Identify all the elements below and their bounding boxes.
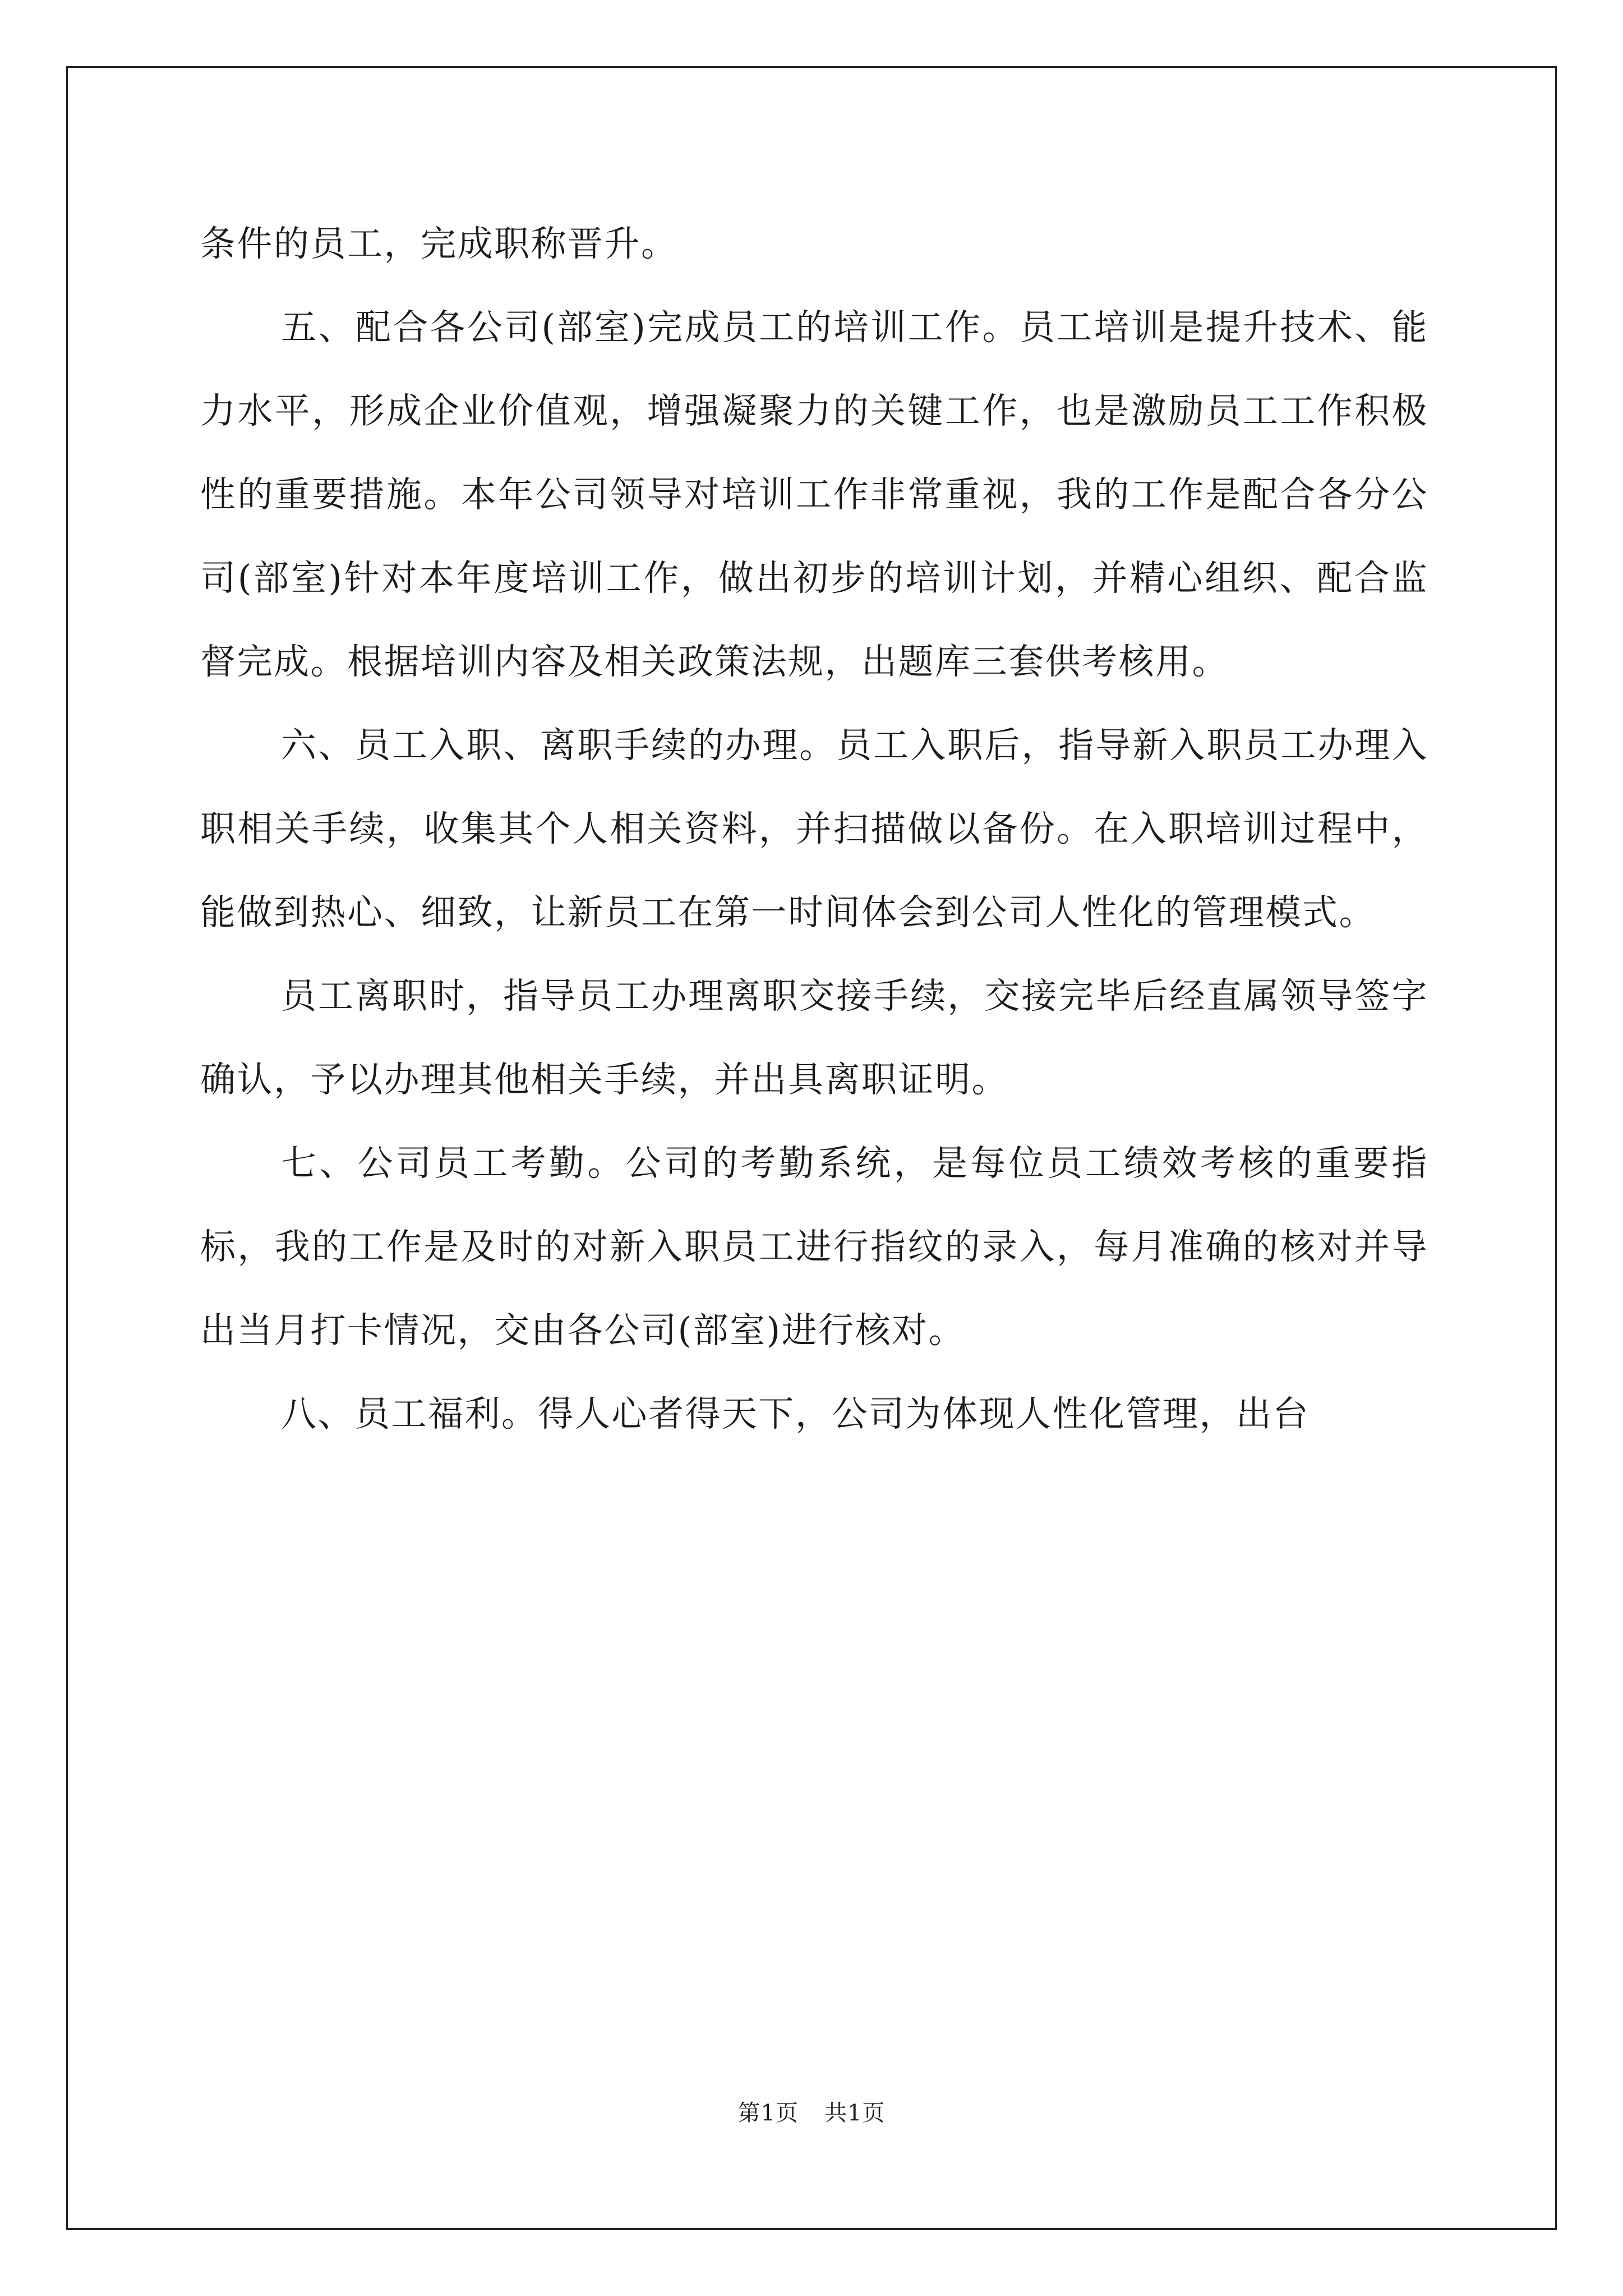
page-number-current: 第1页 bbox=[737, 2100, 799, 2126]
paragraph-resignation: 员工离职时，指导员工办理离职交接手续，交接完毕后经直属领导签字确认，予以办理其他相关手续，并出具离职证明。 bbox=[200, 976, 1428, 1100]
paragraph-continuation: 条件的员工，完成职称晋升。 bbox=[200, 223, 678, 264]
page-number-total: 共1页 bbox=[824, 2100, 886, 2126]
paragraph-section-5-training: 五、配合各公司(部室)完成员工的培训工作。员工培训是提升技术、能力水平，形成企业价值观，增强凝聚力的关键工作，也是激励员工工作积极性的重要措施。本年公司领导对培训工作非常重视，我的工作是配合各分公司(部室)针对本年度培训工作，做出初步的培训计划，并精心组织、配合监督完成。根据培训内容及相关政策法规，出题库三套供考核用。 bbox=[200, 307, 1428, 682]
paragraph-section-7-attendance: 七、公司员工考勤。公司的考勤系统，是每位员工绩效考核的重要指标，我的工作是及时的对新入职员工进行指纹的录入，每月准确的核对并导出当月打卡情况，交由各公司(部室)进行核对。 bbox=[200, 1143, 1428, 1351]
page-footer bbox=[0, 2095, 1623, 2127]
paragraph-section-8-benefits: 八、员工福利。得人心者得天下，公司为体现人性化管理，出台 bbox=[281, 1393, 1310, 1434]
document-body bbox=[200, 202, 1428, 1456]
paragraph-section-6-onboarding: 六、员工入职、离职手续的办理。员工入职后，指导新入职员工办理入职相关手续，收集其个人相关资料，并扫描做以备份。在入职培训过程中，能做到热心、细致，让新员工在第一时间体会到公司人性化的管理模式。 bbox=[200, 725, 1428, 933]
